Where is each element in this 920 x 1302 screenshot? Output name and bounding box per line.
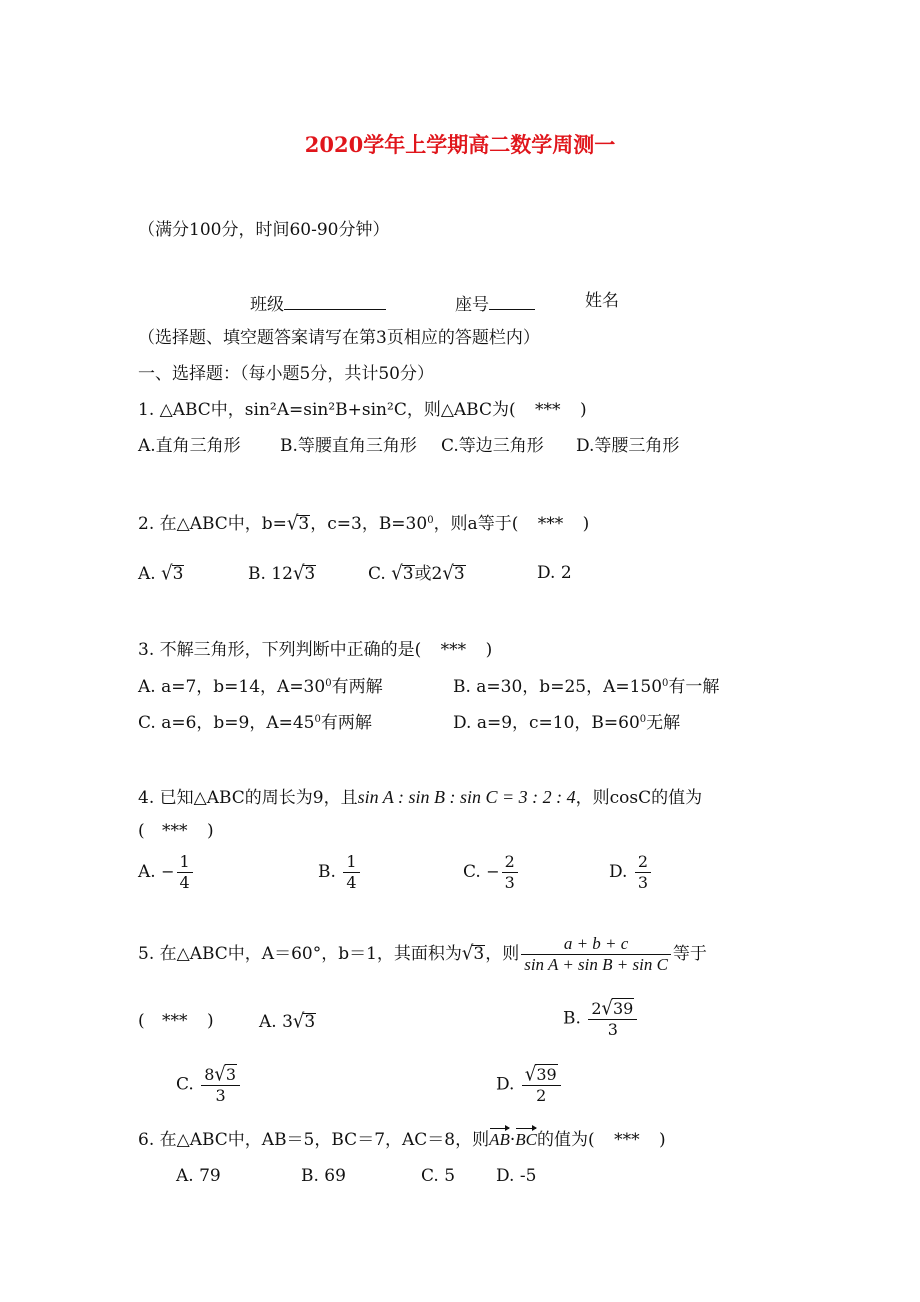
q3-close: ) xyxy=(485,640,493,660)
q3-opt-c-sup: 0 xyxy=(314,714,321,725)
q5-opt-d-label: D. xyxy=(496,1074,515,1095)
sqrt-symbol: √3 xyxy=(286,511,310,535)
q4-option-a[interactable] xyxy=(138,852,195,893)
fraction xyxy=(201,1064,240,1106)
q3-option-d[interactable] xyxy=(453,715,680,732)
q5-opt-b-label: B. xyxy=(563,1008,581,1029)
q5-paren-open: ( xyxy=(138,1011,145,1031)
q4-opt-a-label: A. xyxy=(138,862,156,882)
q5-frac-num: a + b + c xyxy=(521,934,671,955)
q4-opt-d-den: 3 xyxy=(637,873,649,892)
q6-dot: · xyxy=(509,1130,516,1150)
q2-opt-a-label: A. xyxy=(138,564,156,584)
q5-option-c[interactable] xyxy=(176,1064,242,1106)
sqrt-symbol: √3 xyxy=(442,561,465,585)
q4-opt-a-sign: − xyxy=(161,862,175,881)
q2-option-b[interactable] xyxy=(248,561,316,585)
q2-opt-c-mid: 或2 xyxy=(414,564,443,584)
fraction xyxy=(343,852,359,893)
q5-opt-c-coef: 8 xyxy=(204,1065,215,1084)
page-title: 2020学年上学期高二数学周测一 xyxy=(304,132,616,157)
q2-close: ) xyxy=(582,514,590,534)
q4-opt-a-den: 4 xyxy=(179,873,190,892)
q3-opt-b-end: 有一解 xyxy=(668,677,720,697)
q5-opt-b-den: 3 xyxy=(607,1020,618,1039)
q2-stem-a: 2. 在△ABC中，b= xyxy=(138,514,287,534)
q5-stem-c: 等于 xyxy=(672,944,707,964)
q5-opt-c-sqrt: 3 xyxy=(225,1065,237,1084)
q5-blank: *** xyxy=(162,1011,188,1031)
q5-opt-b-sqrt: 39 xyxy=(612,999,634,1018)
question-2 xyxy=(138,511,590,535)
q2-opt-c-sqrt1: 3 xyxy=(402,564,414,584)
q6-option-d[interactable]: D. -5 xyxy=(496,1166,537,1186)
q3-option-c[interactable] xyxy=(138,715,372,732)
q4-opt-c-num: 2 xyxy=(502,852,518,873)
q5-option-a[interactable] xyxy=(259,1009,316,1033)
sqrt-symbol: √39 xyxy=(601,996,634,1020)
class-label: 班级 xyxy=(250,295,284,315)
q3-blank: *** xyxy=(440,640,467,660)
q6-option-c[interactable]: C. 5 xyxy=(421,1166,456,1186)
q4-option-c[interactable] xyxy=(463,852,520,893)
q6-close: ) xyxy=(658,1130,666,1150)
fraction xyxy=(588,998,637,1040)
q2-opt-b-label: B. 12 xyxy=(248,564,293,584)
q1-option-b[interactable]: B.等腰直角三角形 xyxy=(280,436,417,456)
q1-option-a[interactable]: A.直角三角形 xyxy=(138,436,241,456)
q3-opt-b-sup: 0 xyxy=(662,678,669,689)
q2-blank: *** xyxy=(537,514,564,534)
q4-opt-d-num: 2 xyxy=(635,852,651,873)
q2-option-d[interactable]: D. 2 xyxy=(537,563,572,583)
q4-opt-b-den: 4 xyxy=(346,873,357,892)
q5-paren xyxy=(138,1013,214,1030)
q4-opt-d-label: D. xyxy=(609,862,628,882)
q4-paren xyxy=(138,823,214,840)
q2-opt-b-sqrt: 3 xyxy=(304,564,316,584)
q4-opt-b-label: B. xyxy=(318,862,336,882)
q2-opt-a-sqrt: 3 xyxy=(172,564,184,584)
question-1 xyxy=(138,402,587,419)
q3-opt-d-end: 无解 xyxy=(646,713,681,733)
q4-close: ) xyxy=(206,821,214,841)
q3-opt-b: B. a=30，b=25，A=150 xyxy=(453,677,663,697)
class-blank[interactable] xyxy=(284,293,386,310)
seat-label: 座号 xyxy=(455,295,489,315)
q4-opt-c-den: 3 xyxy=(504,873,515,892)
vector-ab: AB xyxy=(489,1130,510,1149)
q6-stem-a: 6. 在△ABC中，AB＝5，BC＝7，AC＝8，则 xyxy=(138,1130,490,1150)
sqrt-symbol: √3 xyxy=(461,941,485,965)
q3-opt-a-end: 有两解 xyxy=(331,677,383,697)
q5-opt-c-den: 3 xyxy=(215,1086,226,1105)
q6-blank: *** xyxy=(614,1130,640,1150)
fraction xyxy=(522,1064,561,1106)
q3-opt-a-sup: 0 xyxy=(325,678,332,689)
q5-opt-d-sqrt: 39 xyxy=(536,1065,557,1084)
fraction xyxy=(635,852,651,893)
q1-option-d[interactable]: D.等腰三角形 xyxy=(576,436,680,456)
q1-option-c[interactable]: C.等边三角形 xyxy=(441,436,544,456)
q2-sqrt-b: 3 xyxy=(298,514,310,534)
q5-opt-a-sqrt: 3 xyxy=(304,1012,316,1032)
q5-opt-d-den: 2 xyxy=(536,1086,547,1105)
q2-option-a[interactable] xyxy=(138,561,184,585)
q5-stem-sqrt: 3 xyxy=(473,944,485,964)
exam-info: （满分100分，时间60-90分钟） xyxy=(138,220,390,240)
q3-opt-d: D. a=9，c=10，B=60 xyxy=(453,713,640,733)
q5-frac-den: sin A + sin B + sin C xyxy=(524,955,668,974)
q4-opt-a-num: 1 xyxy=(177,852,193,873)
seat-field[interactable] xyxy=(455,293,535,314)
name-label[interactable]: 姓名 xyxy=(585,291,619,311)
question-5 xyxy=(138,934,707,975)
q4-stem-a: 4. 已知△ABC的周长为9，且 xyxy=(138,788,358,808)
q4-formula: sin A : sin B : sin C = 3 : 2 : 4 xyxy=(357,787,576,807)
q6-option-b[interactable]: B. 69 xyxy=(301,1166,346,1186)
q5-option-b[interactable] xyxy=(563,998,639,1040)
q5-option-d[interactable] xyxy=(496,1064,563,1106)
question-4 xyxy=(138,788,702,807)
q4-blank: *** xyxy=(162,821,188,841)
question-3 xyxy=(138,642,492,659)
q2-stem-b: ，c=3，B=30 xyxy=(310,514,428,534)
q4-opt-c-label: C. xyxy=(463,862,481,882)
fraction xyxy=(521,934,671,975)
q3-option-b[interactable] xyxy=(453,679,719,696)
q6-option-a[interactable]: A. 79 xyxy=(176,1166,221,1186)
q4-paren-open: ( xyxy=(138,821,145,841)
fraction xyxy=(502,852,518,893)
q6-stem-b: 的值为( xyxy=(537,1130,595,1150)
instruction: （选择题、填空题答案请写在第3页相应的答题栏内） xyxy=(138,328,540,348)
q3-opt-a: A. a=7，b=14，A=30 xyxy=(138,677,326,697)
q3-opt-c: C. a=6，b=9，A=45 xyxy=(138,713,315,733)
sqrt-symbol: √3 xyxy=(214,1062,237,1086)
q5-opt-c-label: C. xyxy=(176,1074,194,1095)
q1-close: ) xyxy=(579,400,587,420)
q4-opt-c-sign: − xyxy=(486,862,500,881)
q1-stem: 1. △ABC中，sin²A=sin²B+sin²C，则△ABC为( xyxy=(138,400,516,420)
sqrt-symbol: √3 xyxy=(292,561,316,585)
q2-sup: 0 xyxy=(427,515,434,526)
q3-opt-c-end: 有两解 xyxy=(320,713,372,733)
q2-option-c[interactable] xyxy=(368,561,466,585)
q3-opt-d-sup: 0 xyxy=(639,714,647,725)
q4-option-b[interactable] xyxy=(318,852,362,893)
q3-stem: 3. 不解三角形，下列判断中正确的是( xyxy=(138,640,422,660)
sqrt-symbol: √3 xyxy=(391,561,414,585)
vector-bc: BC xyxy=(515,1130,538,1149)
q5-stem-a: 5. 在△ABC中，A＝60°，b＝1，其面积为 xyxy=(138,944,462,964)
q2-stem-c: ，则a等于( xyxy=(433,514,519,534)
sqrt-symbol: √39 xyxy=(524,1062,557,1086)
section-heading: 一、选择题：（每小题5分，共计50分） xyxy=(138,364,434,384)
q2-opt-c-label: C. xyxy=(368,564,386,584)
class-field[interactable] xyxy=(250,293,386,314)
q1-blank: *** xyxy=(535,400,561,420)
q2-opt-c-sqrt2: 3 xyxy=(453,564,465,584)
fraction xyxy=(177,852,193,893)
q5-opt-a-label: A. 3 xyxy=(259,1012,293,1032)
sqrt-symbol: √3 xyxy=(292,1009,316,1033)
q4-opt-b-num: 1 xyxy=(343,852,359,873)
question-6 xyxy=(138,1131,666,1149)
q3-option-a[interactable] xyxy=(138,679,383,696)
seat-blank[interactable] xyxy=(489,293,535,310)
q5-close: ) xyxy=(206,1011,214,1031)
q4-option-d[interactable] xyxy=(609,852,653,893)
q5-stem-b: ，则 xyxy=(485,944,520,964)
sqrt-symbol: √3 xyxy=(161,561,184,585)
q4-stem-b: ，则cosC的值为 xyxy=(575,788,703,808)
q5-opt-b-coef: 2 xyxy=(591,999,602,1018)
